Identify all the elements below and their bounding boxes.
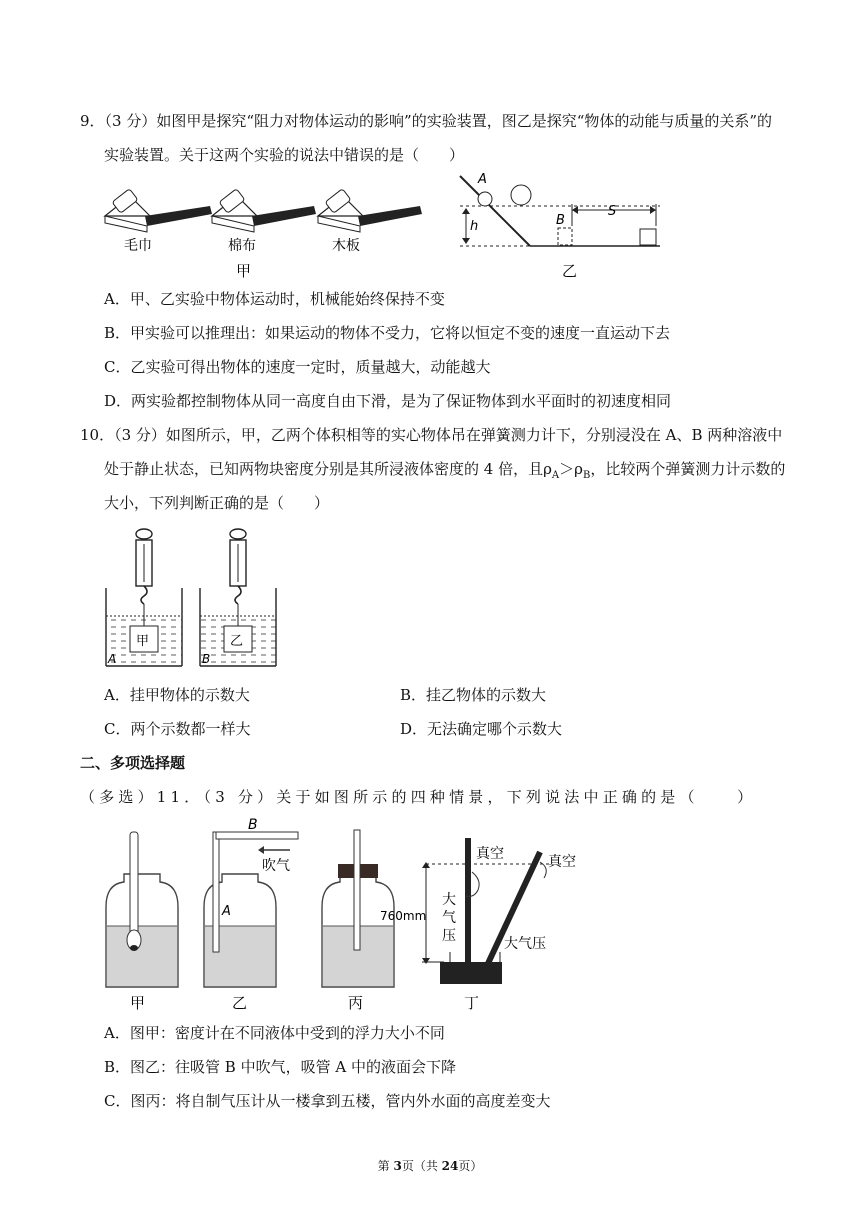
label-jia: 甲 [130, 994, 146, 1012]
label-S: S [608, 204, 617, 219]
q10-option-a: A．挂甲物体的示数大 [104, 686, 250, 704]
label-B: B [556, 213, 565, 228]
q10-stem-line2: 处于静止状态，已知两物块密度分别是其所浸液体密度的 4 倍，且$\rho_A>\rho_B$，比较两个弹簧测力计示数的 [104, 460, 786, 481]
q9-option-c: C．乙实验可得出物体的速度一定时，质量越大，动能越大 [104, 358, 491, 376]
label-ding: 丁 [464, 994, 480, 1012]
label-blow: 吹气 [262, 858, 290, 874]
label-atm-v1: 大 [442, 892, 456, 908]
ramp-board [318, 189, 422, 232]
label-bing: 丙 [348, 994, 364, 1012]
q10-stem-line3: 大小，下列判断正确的是（ ） [104, 494, 330, 512]
q9-option-b: B．甲实验可以推理出：如果运动的物体不受力，它将以恒定不变的速度一直运动下去 [104, 324, 671, 342]
label-vacuum-1: 真空 [476, 846, 504, 862]
block-jia-label: 甲 [136, 634, 150, 649]
q10-option-b: B．挂乙物体的示数大 [400, 686, 547, 704]
q11-option-b: B．图乙：往吸管 B 中吹气，吸管 A 中的液面会下降 [104, 1058, 456, 1076]
bottle-jia [106, 832, 178, 987]
q9-option-d: D．两实验都控制物体从同一高度自由下滑，是为了保证物体到水平面时的初速度相同 [104, 392, 672, 410]
block-yi-label: 乙 [230, 634, 244, 649]
ramp-cotton [212, 189, 316, 232]
liquid-a-label: A [108, 652, 117, 666]
label-straw-a: A [222, 904, 231, 919]
q10-stem-line1: 10．（3 分）如图所示，甲，乙两个体积相等的实心物体吊在弹簧测力计下，分别浸没在 A、B 两种溶液中 [80, 426, 783, 444]
label-760mm: 760mm [380, 909, 427, 923]
page-footer: 第 3页（共 24页） [377, 1159, 483, 1173]
label-cotton: 棉布 [228, 238, 256, 254]
q9-stem-line2: 实验装置。关于这两个实验的说法中错误的是（ ） [104, 146, 465, 164]
label-towel: 毛巾 [124, 238, 152, 254]
q11-option-c: C．图丙：将自制气压计从一楼拿到五楼，管内外水面的高度差变大 [104, 1092, 551, 1110]
q11-stem: （多选）11．（3 分）关于如图所示的四种情景，下列说法中正确的是（ ） [80, 788, 757, 806]
label-fig-yi: 乙 [562, 262, 578, 280]
label-straw-b: B [248, 817, 258, 833]
label-fig-jia: 甲 [236, 262, 252, 280]
label-yi: 乙 [232, 994, 248, 1012]
q9-option-a: A．甲、乙实验中物体运动时，机械能始终保持不变 [104, 290, 445, 308]
q10-figure [100, 526, 290, 668]
label-atm-v2: 气 [442, 910, 456, 926]
q10-option-c: C．两个示数都一样大 [104, 720, 251, 738]
slope-figure [460, 176, 660, 246]
q10-option-d: D．无法确定哪个示数大 [400, 720, 563, 738]
label-board: 木板 [332, 238, 360, 254]
q11-option-a: A．图甲：密度计在不同液体中受到的浮力大小不同 [104, 1024, 445, 1042]
q11-figure [100, 812, 600, 1012]
liquid-b-label: B [202, 652, 211, 666]
label-atm-h: 大气压 [504, 936, 546, 952]
ramp-towel [105, 189, 212, 232]
q9-stem-line1: 9．（3 分）如图甲是探究“阻力对物体运动的影响”的实验装置，图乙是探究“物体的动能与质量的关系”的 [80, 112, 773, 130]
label-h: h [470, 219, 479, 234]
q9-figure [100, 166, 680, 286]
section-title: 二、多项选择题 [80, 754, 186, 772]
label-A: A [478, 172, 487, 187]
label-atm-v3: 压 [442, 928, 456, 944]
label-vacuum-2: 真空 [548, 854, 576, 870]
bottle-yi [204, 832, 298, 987]
